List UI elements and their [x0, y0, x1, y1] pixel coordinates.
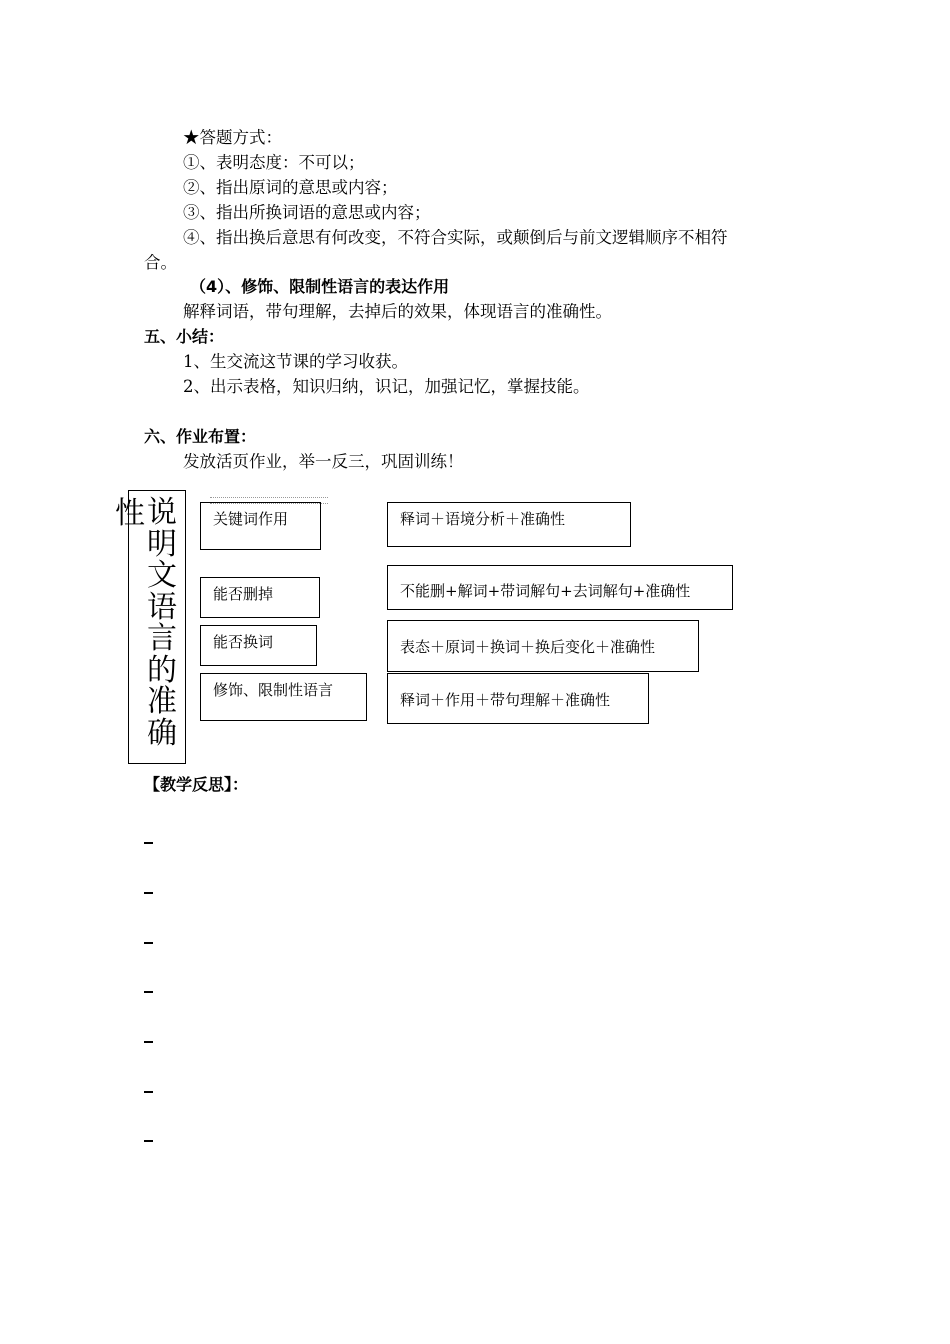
section4-heading: （4）、修饰、限制性语言的表达作用: [190, 277, 450, 296]
section4-body: 解释词语，带句理解，去掉后的效果，体现语言的准确性。: [183, 302, 612, 321]
diagram-right-box: 不能删+解词+带词解句+去词解句+准确性: [387, 565, 733, 610]
reflection-heading: 【教学反思】：: [144, 775, 249, 794]
blank-line-mark: [144, 892, 153, 894]
answer-method-item: ①、表明态度：不可以；: [183, 153, 365, 172]
blank-line-mark: [144, 991, 153, 993]
blank-line-mark: [144, 1140, 153, 1142]
blank-line-mark: [144, 842, 153, 844]
answer-method-item-continued: 合。: [144, 253, 177, 272]
summary-item: 1、生交流这节课的学习收获。: [183, 352, 408, 371]
diagram-left-box: 能否删掉: [200, 577, 320, 618]
blank-line-mark: [144, 942, 153, 944]
diagram-left-box: 能否换词: [200, 625, 317, 666]
homework-heading: 六、作业布置：: [144, 427, 257, 446]
diagram-right-box: 释词＋作用＋带句理解＋准确性: [387, 673, 649, 724]
summary-item: 2、出示表格，知识归纳，识记，加强记忆，掌握技能。: [183, 377, 590, 396]
diagram-left-box: 修饰、限制性语言: [200, 673, 367, 721]
vertical-title: 说明文语言的准确: [147, 495, 177, 751]
answer-method-item: ②、指出原词的意思或内容；: [183, 178, 398, 197]
vertical-title-box: [115, 490, 186, 764]
answer-method-title: ★答题方式：: [183, 128, 282, 147]
answer-method-item: ③、指出所换词语的意思或内容；: [183, 203, 431, 222]
diagram-right-box: 释词＋语境分析＋准确性: [387, 502, 631, 547]
blank-line-mark: [144, 1091, 153, 1093]
blank-line-mark: [144, 1041, 153, 1043]
summary-heading: 五、小结：: [144, 327, 225, 346]
diagram-left-box: 关键词作用: [200, 502, 321, 550]
diagram-right-box: 表态＋原词＋换词＋换后变化＋准确性: [387, 620, 699, 672]
vertical-title-edge-char: 性: [115, 496, 145, 531]
answer-method-item: ④、指出换后意思有何改变，不符合实际，或颠倒后与前文逻辑顺序不相符: [183, 228, 728, 247]
homework-body: 发放活页作业，举一反三，巩固训练！: [183, 452, 464, 471]
